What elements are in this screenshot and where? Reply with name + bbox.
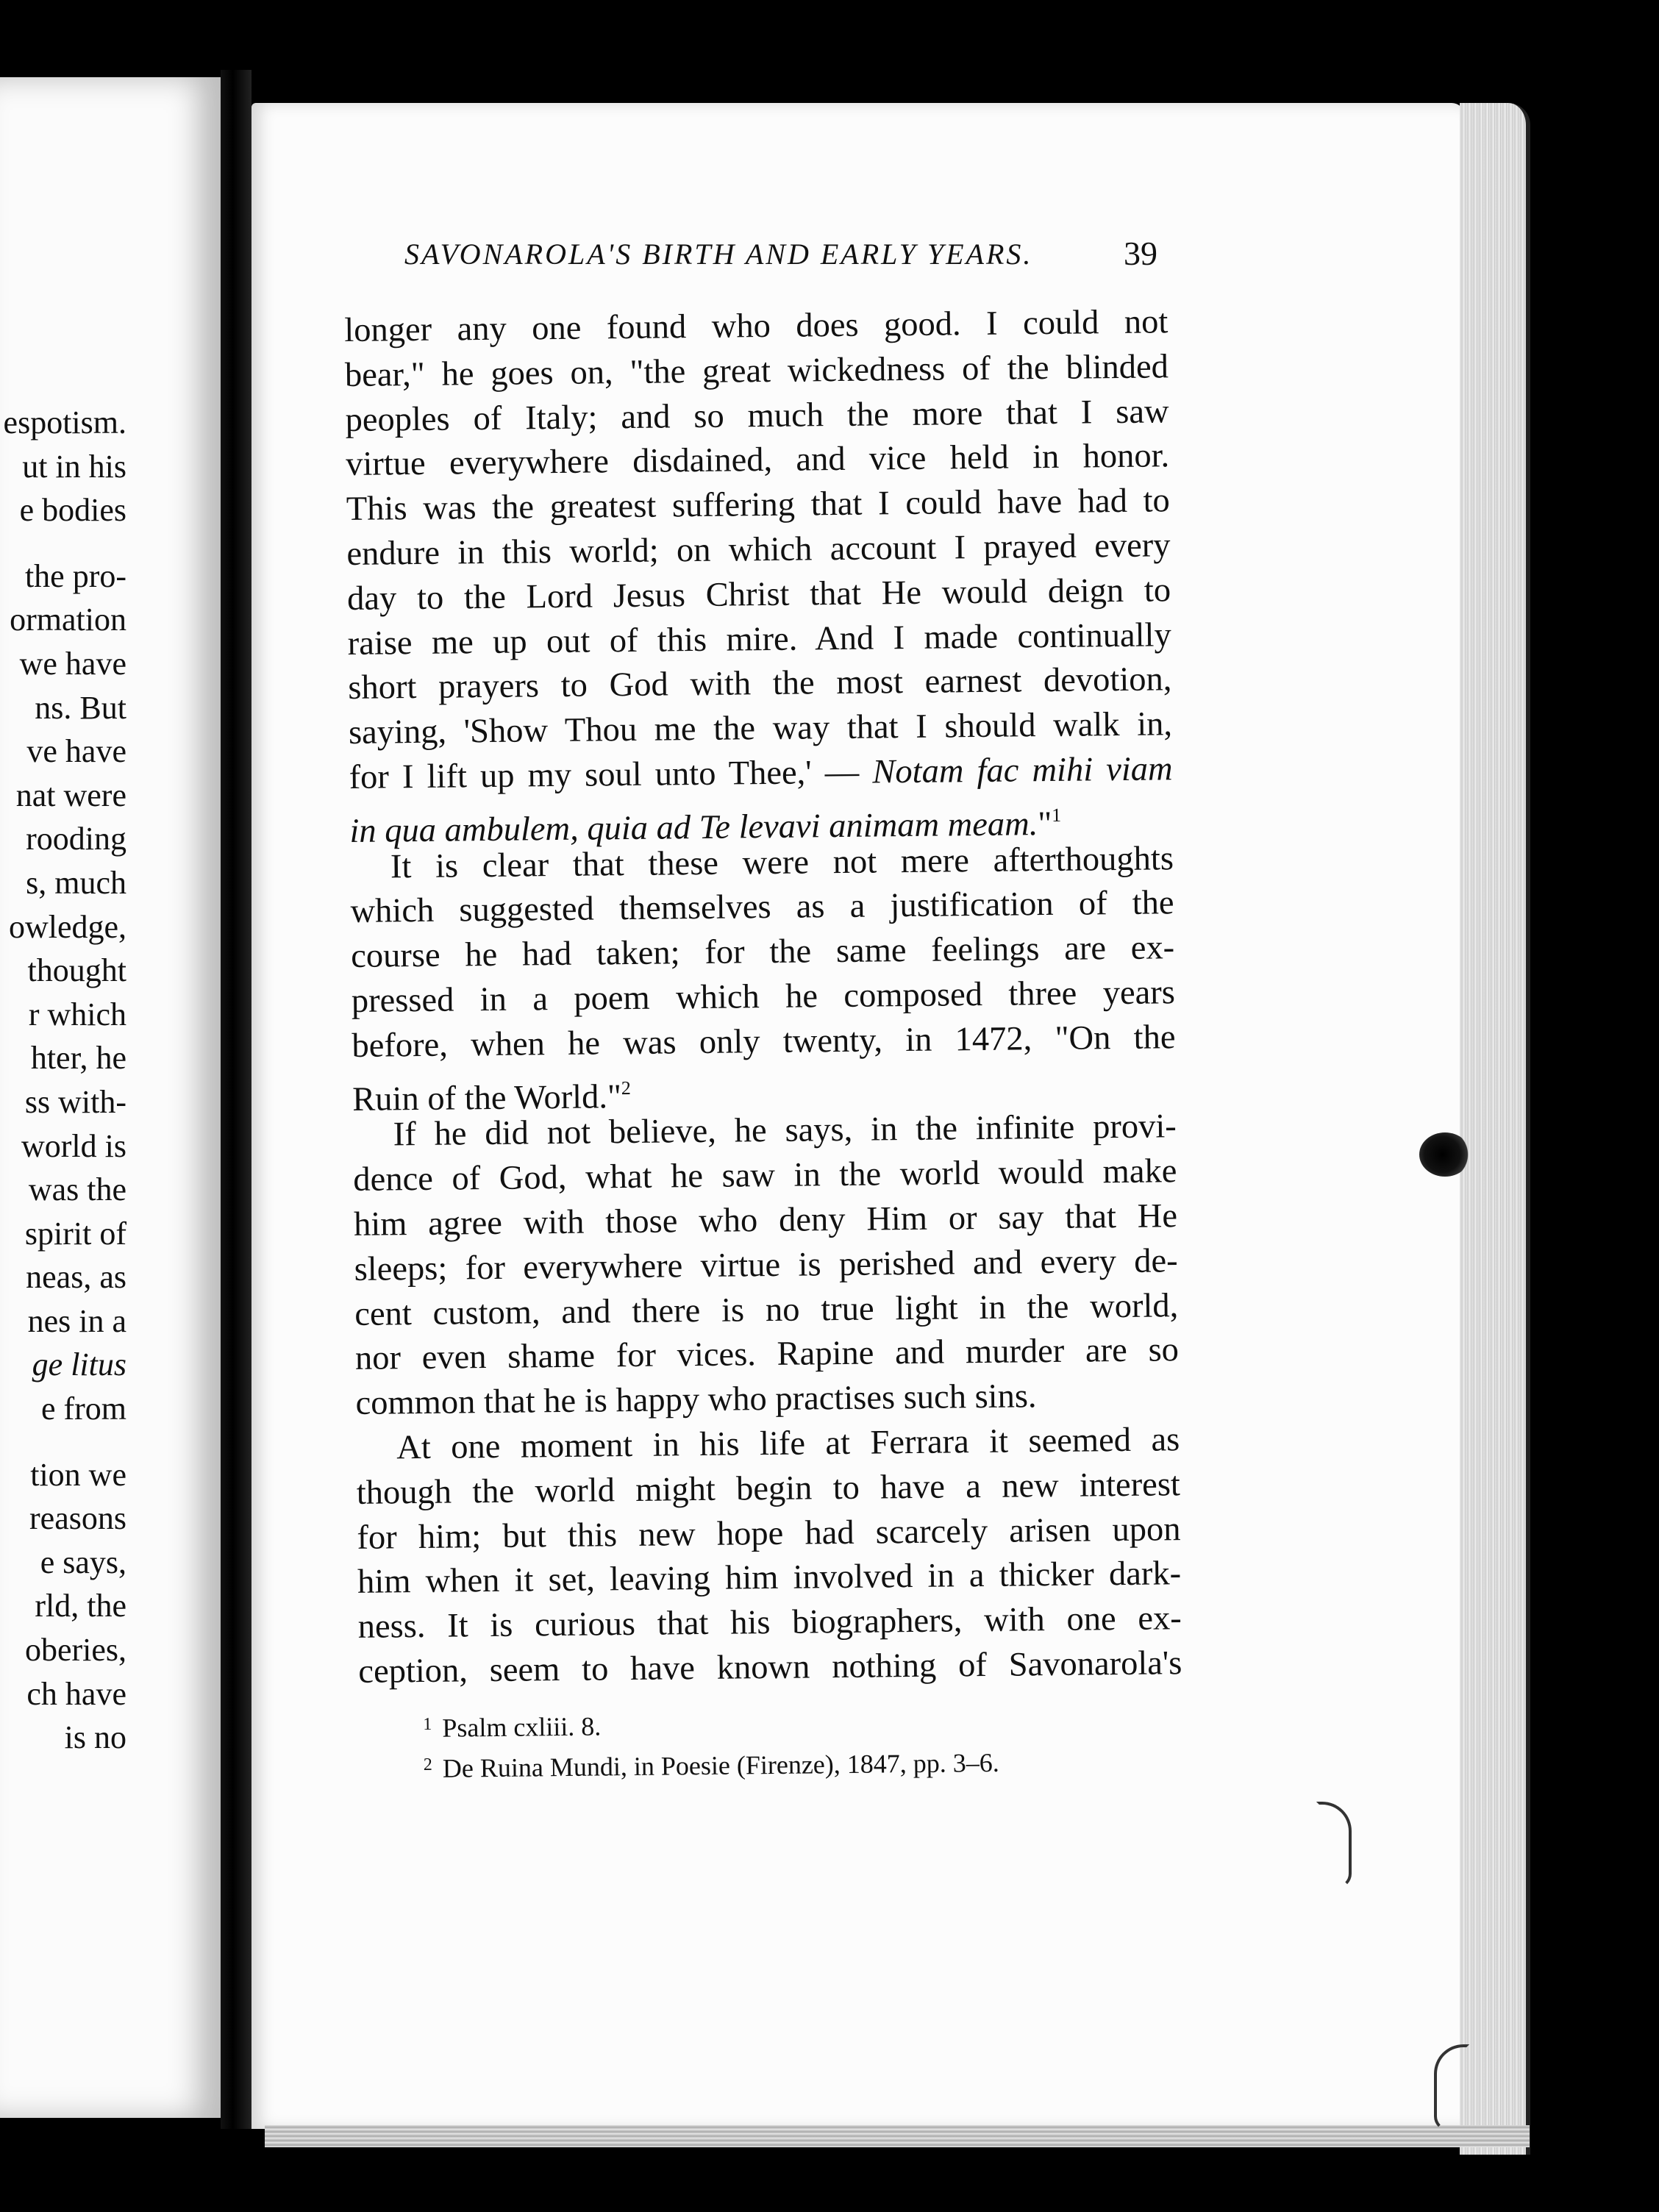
text-line: peoples of Italy; and so much the more that I saw [345,392,1169,439]
text-line: common that he is happy who practises such sins. [355,1377,1037,1423]
text-line [349,747,1173,801]
left-page-line: ve have [26,733,126,770]
footnote-text: Psalm cxliii. 8. [442,1711,602,1743]
page-number: 39 [1124,235,1157,272]
text-line: nor even shame for vices. Rapine and murder are so [354,1331,1180,1378]
left-page [0,77,221,2118]
text-line: longer any one found who does good. I could not [344,303,1169,349]
left-page-line: owledge, [8,908,126,945]
left-page-line: spirit of [24,1215,126,1252]
left-page-line: espotism. [3,404,126,440]
left-page-line: oberies, [24,1632,126,1669]
footnotes [423,1699,1159,1787]
left-page-line: is no [64,1719,126,1756]
footnote [424,1739,1160,1787]
text-line: before, when he was only twenty, in 1472, "On the [352,1018,1176,1065]
page-fore-edge [1460,103,1530,2155]
line-gap [4,532,126,554]
footnote-mark: 2 [423,1755,432,1774]
text-line: sleeps; for everywhere virtue is perished and every de- [354,1241,1178,1288]
text-line: ception, seem to have known nothing of Savonarola's [358,1644,1182,1691]
paragraph [352,1105,1179,1427]
latin-quote: in qua ambulem, quia ad Te levavi animam meam. [349,804,1038,850]
text-line: though the world might begin to have a new interest [356,1465,1181,1512]
closing-quote: " [1038,804,1052,843]
left-page-line: ss with- [24,1083,126,1120]
left-page-line: rooding [26,821,126,857]
text-line-part: Ruin of the World." [352,1077,622,1119]
left-page-line: world is [21,1127,126,1164]
left-page-line: nat were [15,777,126,813]
footnote-text: De Ruina Mundi, in Poesie (Firenze), 1847, pp. 3–6. [442,1747,999,1783]
text-line [349,792,1174,850]
text-line: course he had taken; for the same feelings are ex- [350,929,1175,976]
left-page-line: e bodies [19,492,126,529]
text-line: At one moment in his life at Ferrara it seemed as [396,1421,1180,1467]
paragraph [344,300,1174,850]
text-line-part: for I lift up my soul unto Thee,' — [349,753,860,796]
text-line: him when it set, leaving him involved in a thicker dark- [357,1555,1182,1602]
paragraph [350,837,1177,1119]
footnote-mark: 1 [423,1714,432,1734]
left-page-line: ormation [10,602,126,638]
text-line: day to the Lord Jesus Christ that He would deign to [346,571,1171,618]
left-page-line: s, much [26,864,126,901]
text-line: dence of God, what he saw in the world would make [353,1152,1177,1199]
text-line: endure in this world; on which account I prayed every [346,527,1171,573]
page-edge-mark [1434,2044,1469,2131]
text-line: pressed in a poem which he composed three years [351,974,1176,1020]
page-edge-mark [1316,1802,1352,1888]
left-page-line: r which [28,996,126,1032]
left-page-text [4,401,126,1760]
text-line: virtue everywhere disdained, and vice held in honor. [345,437,1170,484]
text-line: for him; but this new hope had scarcely arisen upon [357,1510,1181,1557]
text-line: If he did not believe, he says, in the infinite provi- [393,1107,1177,1154]
running-head: SAVONAROLA'S BIRTH AND EARLY YEARS. [404,238,1033,271]
left-page-line: reasons [29,1500,126,1537]
left-page-line: was the [28,1171,126,1208]
left-page-line: thought [27,952,126,989]
text-line: short prayers to God with the most earnest devotion, [348,660,1172,707]
footnote-ref: 1 [1052,804,1062,826]
left-page-line: e says, [40,1544,126,1580]
left-page-line: ns. But [35,689,126,726]
left-page-line: ut in his [22,448,126,485]
left-page-line: ge litus [32,1346,126,1383]
left-page-line: rld, the [35,1588,126,1624]
ink-blot [1419,1132,1471,1177]
left-page-line: e from [40,1391,126,1427]
text-line: cent custom, and there is no true light in the world, [354,1286,1179,1333]
left-page-line: nes in a [27,1302,126,1339]
text-line: bear," he goes on, "the great wickedness of the blinded [344,348,1169,394]
left-page-line: tion we [30,1456,126,1493]
footnote-ref: 2 [621,1077,631,1099]
left-page-line: the pro- [24,557,126,594]
body-text [344,300,1182,1694]
left-page-line: neas, as [26,1259,126,1296]
text-line: saying, 'Show Thou me the way that I should walk in, [348,705,1173,752]
text-line: ness. It is curious that his biographers, with one ex- [357,1599,1182,1646]
page-bottom-edge [265,2125,1530,2147]
paragraph [356,1418,1182,1694]
text-line: raise me up out of this mire. And I made continually [347,616,1171,663]
left-page-line: hter, he [30,1040,126,1077]
text-line: him agree with those who deny Him or say that He [353,1197,1178,1244]
text-line: It is clear that these were not mere afterthoughts [390,839,1174,885]
book-gutter [221,70,251,2129]
left-page-line: ch have [26,1675,126,1712]
line-gap [4,1431,126,1453]
text-line: which suggested themselves as a justification of the [350,884,1174,931]
latin-quote: Notam fac mihi viam [872,750,1173,791]
text-line: This was the greatest suffering that I could have had to [346,482,1171,529]
left-page-line: we have [19,645,126,682]
